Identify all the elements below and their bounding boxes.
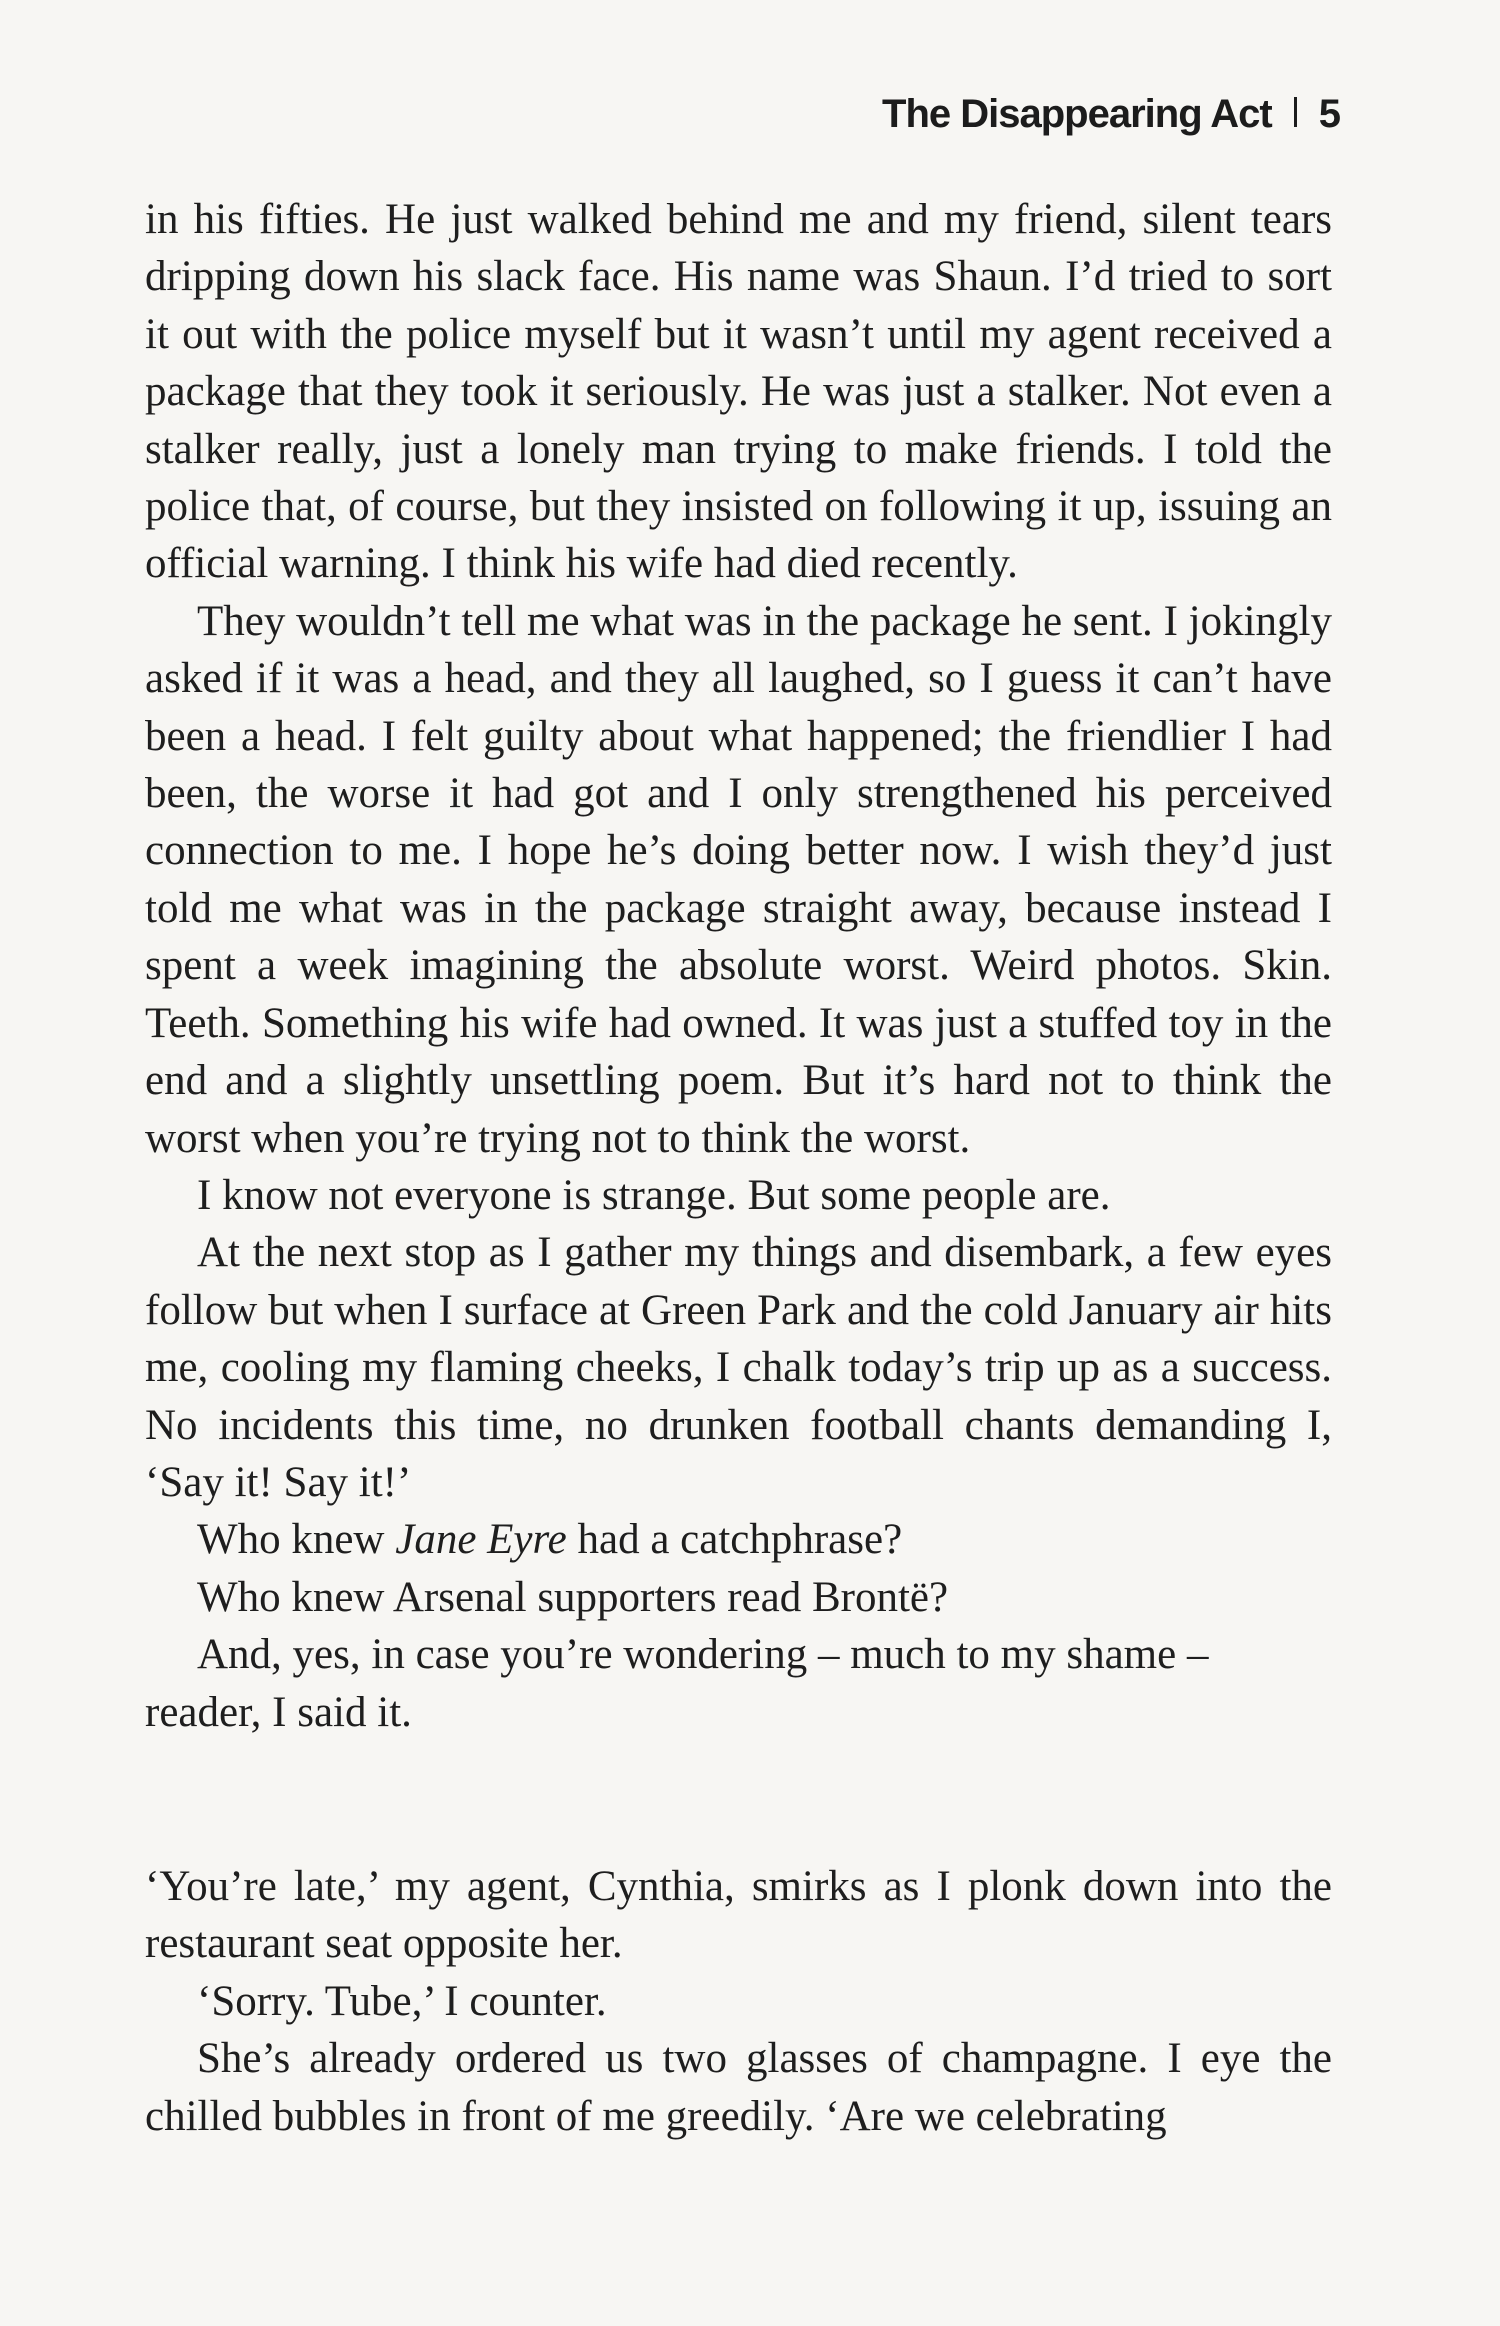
paragraph: She’s already ordered us two glasses of champagne. I eye the chilled bubbles in front of me greedily. ‘Are we celebrating [145, 2035, 1332, 2140]
paragraph: And, yes, in case you’re wondering – much to my shame – reader, I said it. [145, 1631, 1209, 1736]
paragraph: in his fifties. He just walked behind me and my friend, silent tears dripping down his slack face. His name was Shaun. I’d tried to sort it out with the police myself but it wasn’t until my agent received a package that they took it seriously. He was just a stalker. Not even a stalker really, just a lonely man trying to make friends. I told the police that, of course, but they insisted on following it up, issuing an official warning. I think his wife had died recently. [145, 196, 1332, 588]
paragraph: ‘You’re late,’ my agent, Cynthia, smirks as I plonk down into the restaurant seat opposite her. [145, 1863, 1332, 1968]
paragraph: At the next stop as I gather my things and disembark, a few eyes follow but when I surface at Green Park and the cold January air hits me, cooling my flaming cheeks, I chalk today’s trip up as a success. No incidents this time, no drunken football chants demanding I, ‘Say it! Say it!’ [145, 1229, 1332, 1506]
book-title: The Disappearing Act [882, 92, 1272, 136]
paragraph: I know not everyone is strange. But some people are. [197, 1171, 1111, 1219]
header-separator [1294, 97, 1297, 127]
page-number: 5 [1318, 92, 1340, 136]
book-title-italic: Jane Eyre [395, 1516, 567, 1564]
paragraph: Who knew Arsenal supporters read Brontë? [197, 1573, 949, 1621]
running-head [882, 92, 1340, 137]
paragraph-jane-eyre [145, 1511, 1332, 1568]
paragraph: They wouldn’t tell me what was in the package he sent. I jokingly asked if it was a head, and they all laughed, so I guess it can’t have been a head. I felt guilty about what happened; the friendlier I had been, the worse it had got and I only strengthened his perceived connection to me. I hope he’s doing better now. I wish they’d just told me what was in the package straight away, because instead I spent a week imagining the absolute worst. Weird photos. Skin. Teeth. Something his wife had owned. It was just a stuffed toy in the end and a slightly unsettling poem. But it’s hard not to think the worst when you’re trying not to think the worst. [145, 597, 1332, 1162]
body-text-section-2 [145, 1858, 1332, 2145]
text-run: Who knew [197, 1516, 396, 1564]
text-run: had a catchphrase? [566, 1516, 903, 1564]
paragraph: ‘Sorry. Tube,’ I counter. [197, 1977, 607, 2025]
body-text-section-1 [145, 191, 1332, 1741]
